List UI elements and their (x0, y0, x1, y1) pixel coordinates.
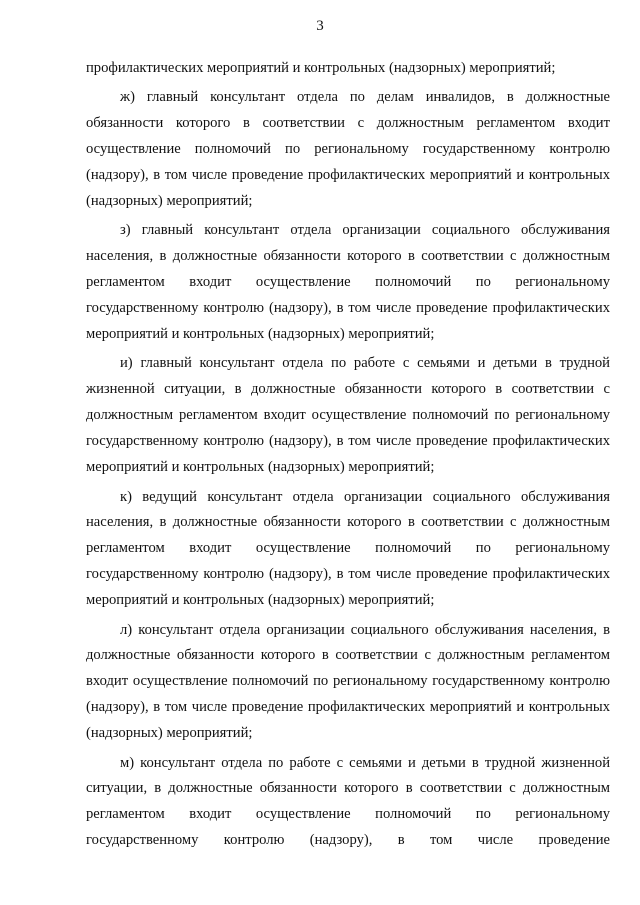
paragraph-item-k: к) ведущий консультант отдела организации социального обслуживания населения, в должностные обязанности которого в соответствии с должностным регламентом входит осуществление полномочий по региональному государственному контролю (надзору), в том числе проведение профилактических мероприятий и контрольных (надзорных) мероприятий; (86, 488, 610, 609)
page-number: 3 (316, 18, 324, 34)
paragraph-item-z: з) главный консультант отдела организации социального обслуживания населения, в должностные обязанности которого в соответствии с должностным регламентом входит осуществление полномочий по региональному государственному контролю (надзору), в том числе проведение профилактических мероприятий и контрольных (надзорных) мероприятий; (86, 222, 610, 343)
paragraph-continuation: профилактических мероприятий и контрольных (надзорных) мероприятий; (86, 60, 556, 76)
paragraph-item-m: м) консультант отдела по работе с семьями и детьми в трудной жизненной ситуации, в должностные обязанности которого в соответствии с должностным регламентом входит осуществление полномочий по региональному государственному контролю (надзору), в том числе проведение (86, 754, 610, 849)
paragraph-item-zh: ж) главный консультант отдела по делам инвалидов, в должностные обязанности которого в соответствии с должностным регламентом входит осуществление полномочий по региональному государственному контролю (надзору), в том числе проведение профилактических мероприятий и контрольных (надзорных) мероприятий; (86, 89, 610, 210)
paragraph-item-i: и) главный консультант отдела по работе с семьями и детьми в трудной жизненной ситуации, в должностные обязанности которого в соответствии с должностным регламентом входит осуществление полномочий по региональному государственному контролю (надзору), в том числе проведение профилактических мероприятий и контрольных (надзорных) мероприятий; (86, 355, 610, 476)
document-body (86, 56, 610, 858)
paragraph-item-l: л) консультант отдела организации социального обслуживания населения, в должностные обязанности которого в соответствии с должностным регламентом входит осуществление полномочий по региональному государственному контролю (надзору), в том числе проведение профилактических мероприятий и контрольных (надзорных) мероприятий; (86, 621, 610, 742)
